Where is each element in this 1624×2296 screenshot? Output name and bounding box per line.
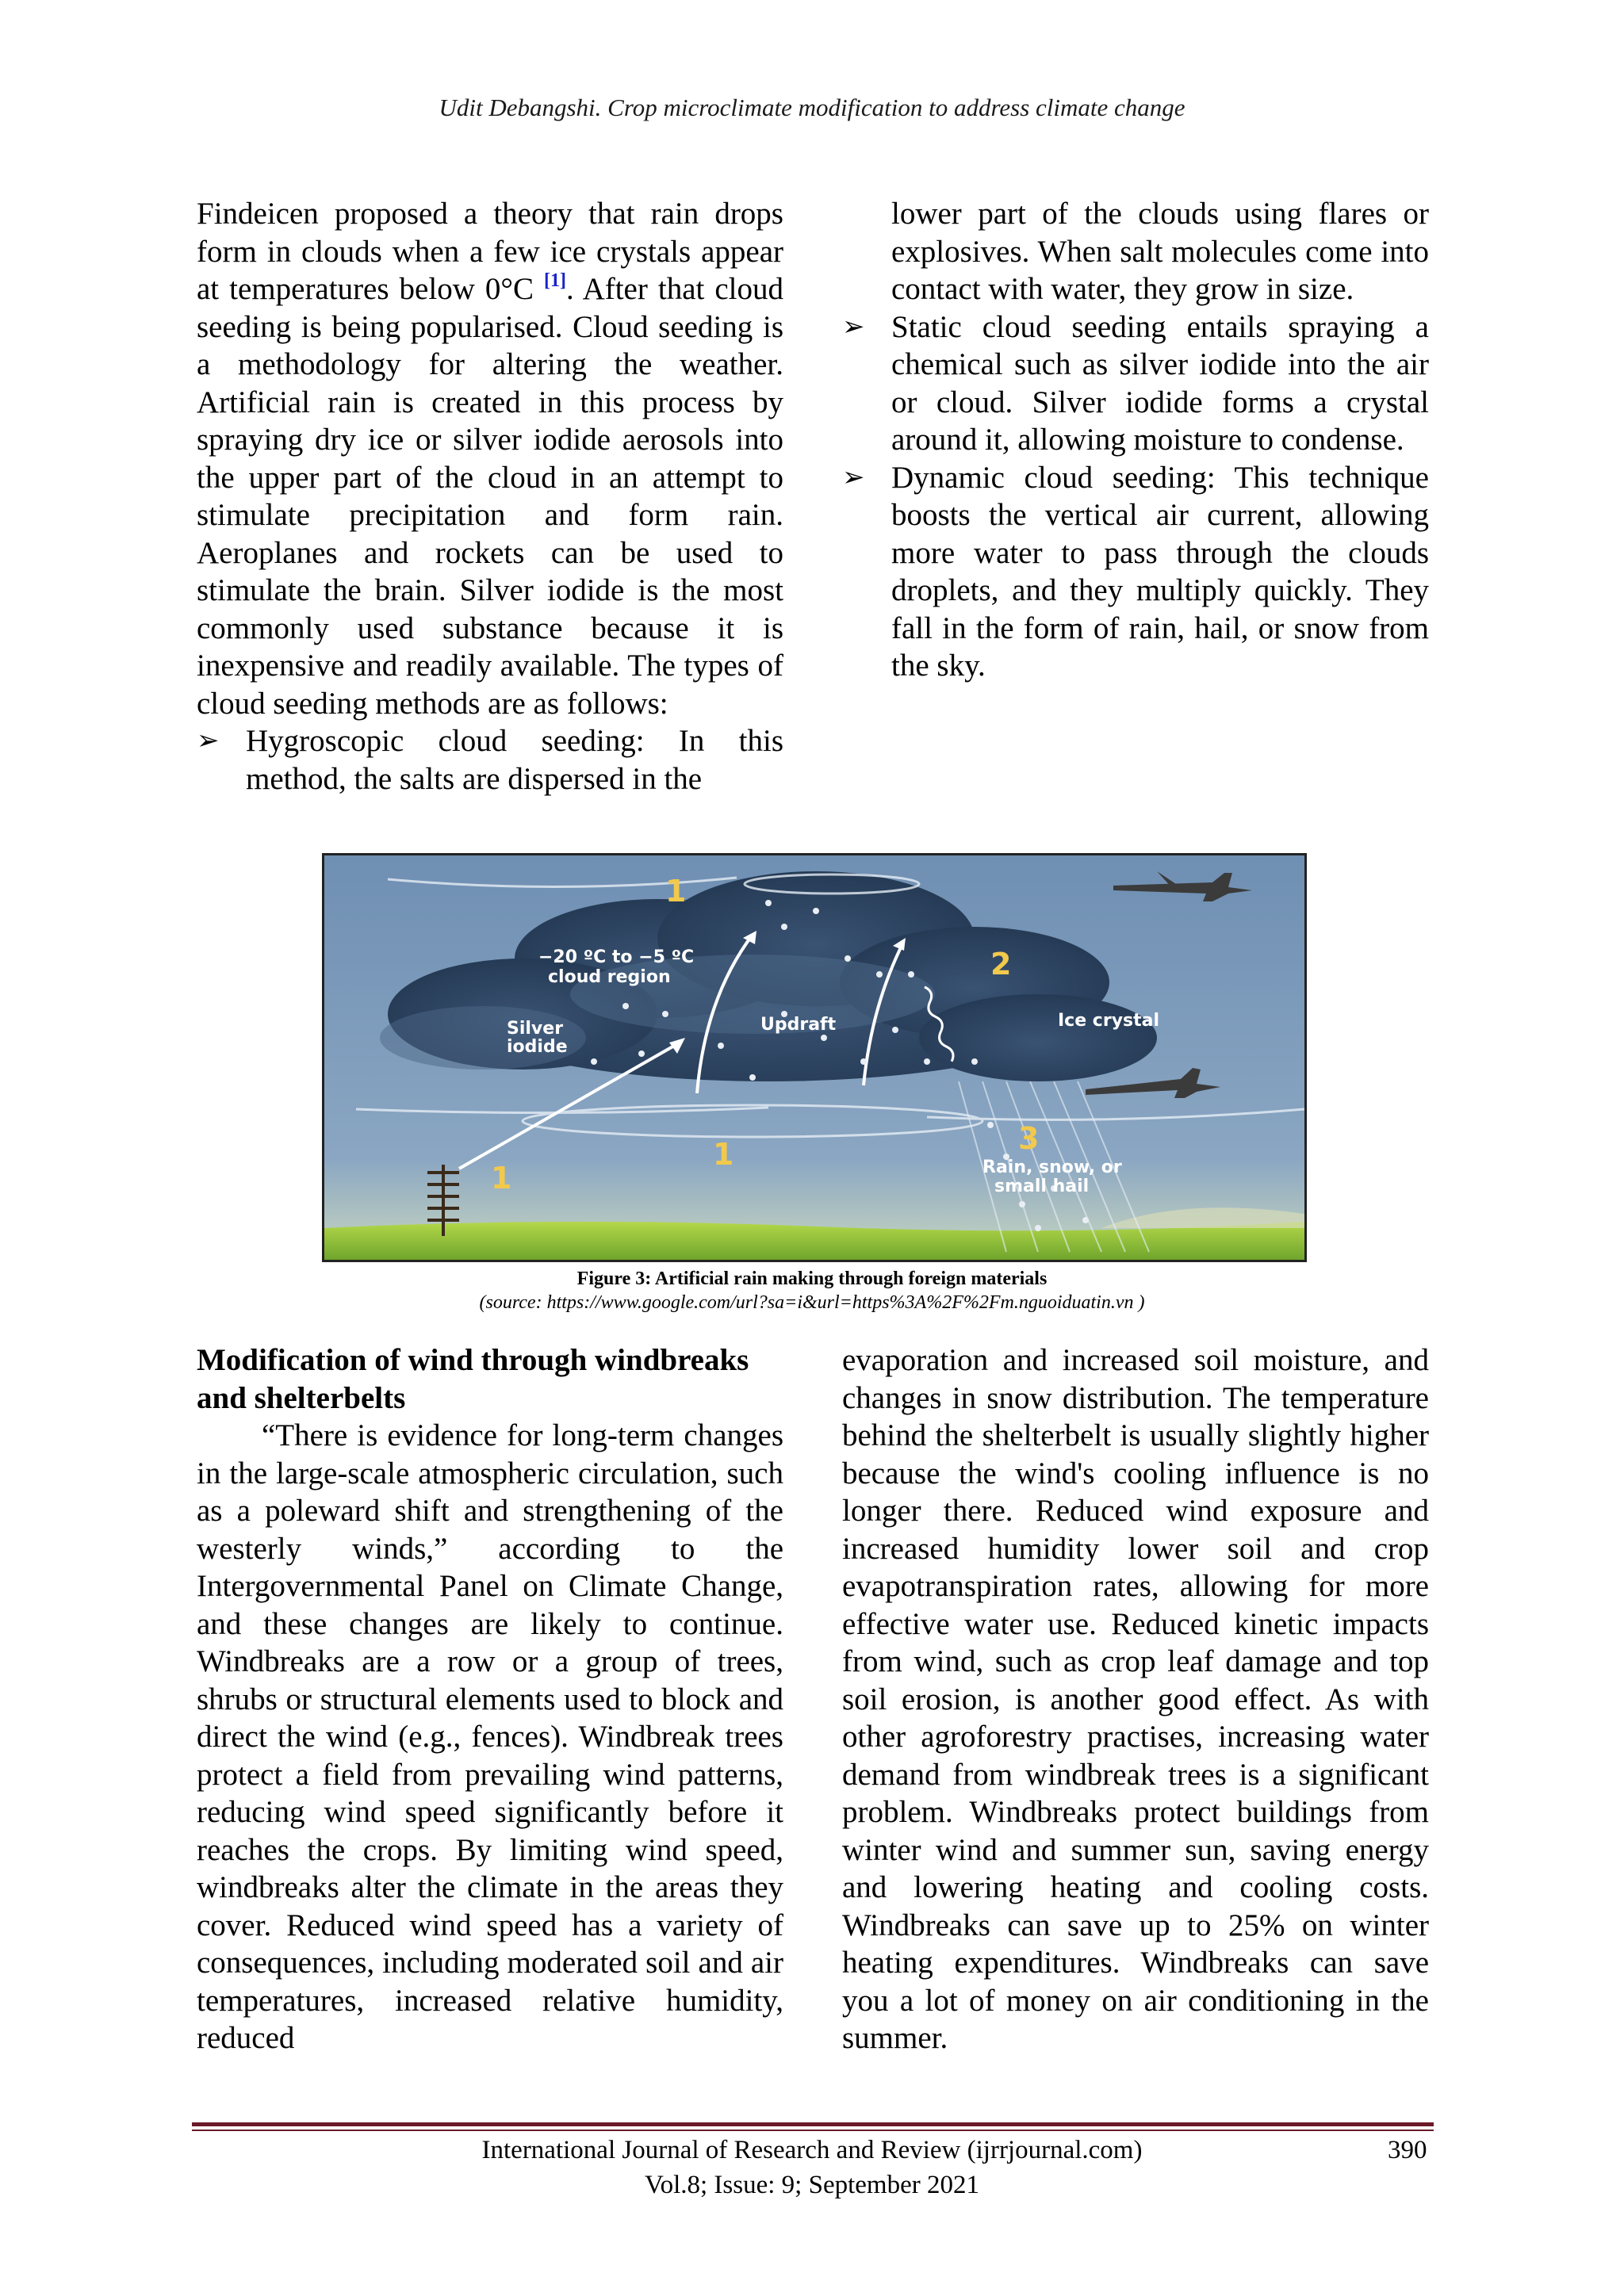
cloud-region-label: cloud region (548, 967, 671, 987)
top-right-column (842, 195, 1429, 685)
windbreak-paragraph: “There is evidence for long-term changes in the large-scale atmospheric circulation, such as a poleward shift and strengthening of the westerly winds,” according to the Intergovernmental Panel on Climate Change, and these changes are likely to continue. Windbreaks are a row or a group of trees, shrubs or structural elements used to block and direct the wind (e.g., fences). Windbreak trees protect a field from prevailing wind patterns, reducing wind speed significantly before it reaches the crops. By limiting wind speed, windbreaks alter the climate in the areas they cover. Reduced wind speed has a variety of consequences, including moderated soil and air temperatures, increased relative humidity, reduced (197, 1418, 783, 2055)
page-number: 390 (1388, 2136, 1427, 2164)
cloud-seeding-illustration (324, 855, 1304, 1260)
bullet-text: Static cloud seeding entails spraying a chemical such as silver iodide into the air or cloud. Silver iodide forms a crystal around it, allowing moisture to condense. (891, 309, 1429, 457)
footer-volume: Vol.8; Issue: 9; September 2021 (645, 2171, 979, 2199)
updraft-label: Updraft (760, 1015, 837, 1035)
citation-link[interactable]: [1] (543, 270, 566, 291)
cloud-seeding-figure (322, 853, 1307, 1262)
intro-text-b: . After that cloud seeding is being popularised. Cloud seeding is a methodology for altering the weather. Artificial rain is created in this process by spraying dry ice or silver iodide aerosols into the upper part of the cloud in an attempt to stimulate precipitation and form rain. Aeroplanes and rockets can be used to stimulate the brain. Silver iodide is the most commonly used substance because it is inexpensive and readily available. The types of cloud seeding methods are as follows: (197, 272, 783, 721)
figure-source: (source: https://www.google.com/url?sa=i&url=https%3A%2F%2Fm.nguoiduatin.vn ) (479, 1292, 1145, 1313)
footer-journal: International Journal of Research and Review (ijrrjournal.com) (481, 2136, 1143, 2164)
arrow-bullet-icon: ➢ (842, 312, 865, 342)
step-1-left-label: 1 (491, 1161, 512, 1196)
figure-caption: Figure 3: Artificial rain making through foreign materials (576, 1269, 1048, 1289)
intro-paragraph (197, 195, 783, 722)
cloud-temp-label: −20 ºC to −5 ºC (538, 947, 695, 967)
bullet-text: Hygroscopic cloud seeding: In this method, the salts are dispersed in the (246, 724, 783, 796)
step-2-label: 2 (990, 947, 1012, 982)
windbreak-paragraph-continued: evaporation and increased soil moisture, and changes in snow distribution. The temperature behind the shelterbelt is usually slightly higher because the wind's cooling influence is no longer there. Reduced wind exposure and increased humidity lower soil and crop evapotranspiration rates, allowing for more effective water use. Reduced kinetic impacts from wind, such as crop leaf damage and top soil erosion, is another good effect. As with other agroforestry practises, increasing water demand from windbreak trees is a significant problem. Windbreaks protect buildings from winter wind and summer sun, saving energy and lowering heating and cooling costs. Windbreaks can save up to 25% on winter heating expenditures. Windbreaks can save you a lot of money on air conditioning in the summer. (842, 1343, 1429, 2055)
running-head: Udit Debangshi. Crop microclimate modification to address climate change (439, 94, 1185, 121)
rain-snow-label: Rain, snow, or (982, 1158, 1122, 1177)
step-3-label: 3 (1018, 1121, 1040, 1156)
iodide-label: iodide (507, 1037, 568, 1057)
silver-label: Silver (507, 1019, 564, 1039)
small-hail-label: small hail (994, 1177, 1090, 1196)
section-heading: Modification of wind through windbreaks and shelterbelts (197, 1343, 749, 1415)
intro-text-a: Findeicen proposed a theory that rain drops form in clouds when a few ice crystals appear at temperatures below 0°C (197, 197, 783, 306)
step-1-top-label: 1 (665, 874, 687, 909)
footer-rule (192, 2130, 1434, 2131)
bullet-hygroscopic (197, 722, 783, 798)
step-1-bottom-label: 1 (713, 1137, 734, 1172)
bottom-right-column (842, 1341, 1429, 2057)
bullet-dynamic (842, 459, 1429, 685)
bullet-hygroscopic-continued: lower part of the clouds using flares or explosives. When salt molecules come into contact with water, they grow in size. (891, 197, 1429, 306)
footer-rule (192, 2122, 1434, 2126)
bottom-left-column (197, 1341, 783, 2057)
bullet-static (842, 308, 1429, 459)
ice-crystal-label: Ice crystal (1058, 1011, 1160, 1031)
top-left-column (197, 195, 783, 798)
arrow-bullet-icon: ➢ (197, 726, 220, 756)
arrow-bullet-icon: ➢ (842, 462, 865, 492)
bullet-text: Dynamic cloud seeding: This technique boosts the vertical air current, allowing more water to pass through the clouds droplets, and they multiply quickly. They fall in the form of rain, hail, or snow from the sky. (891, 460, 1429, 683)
